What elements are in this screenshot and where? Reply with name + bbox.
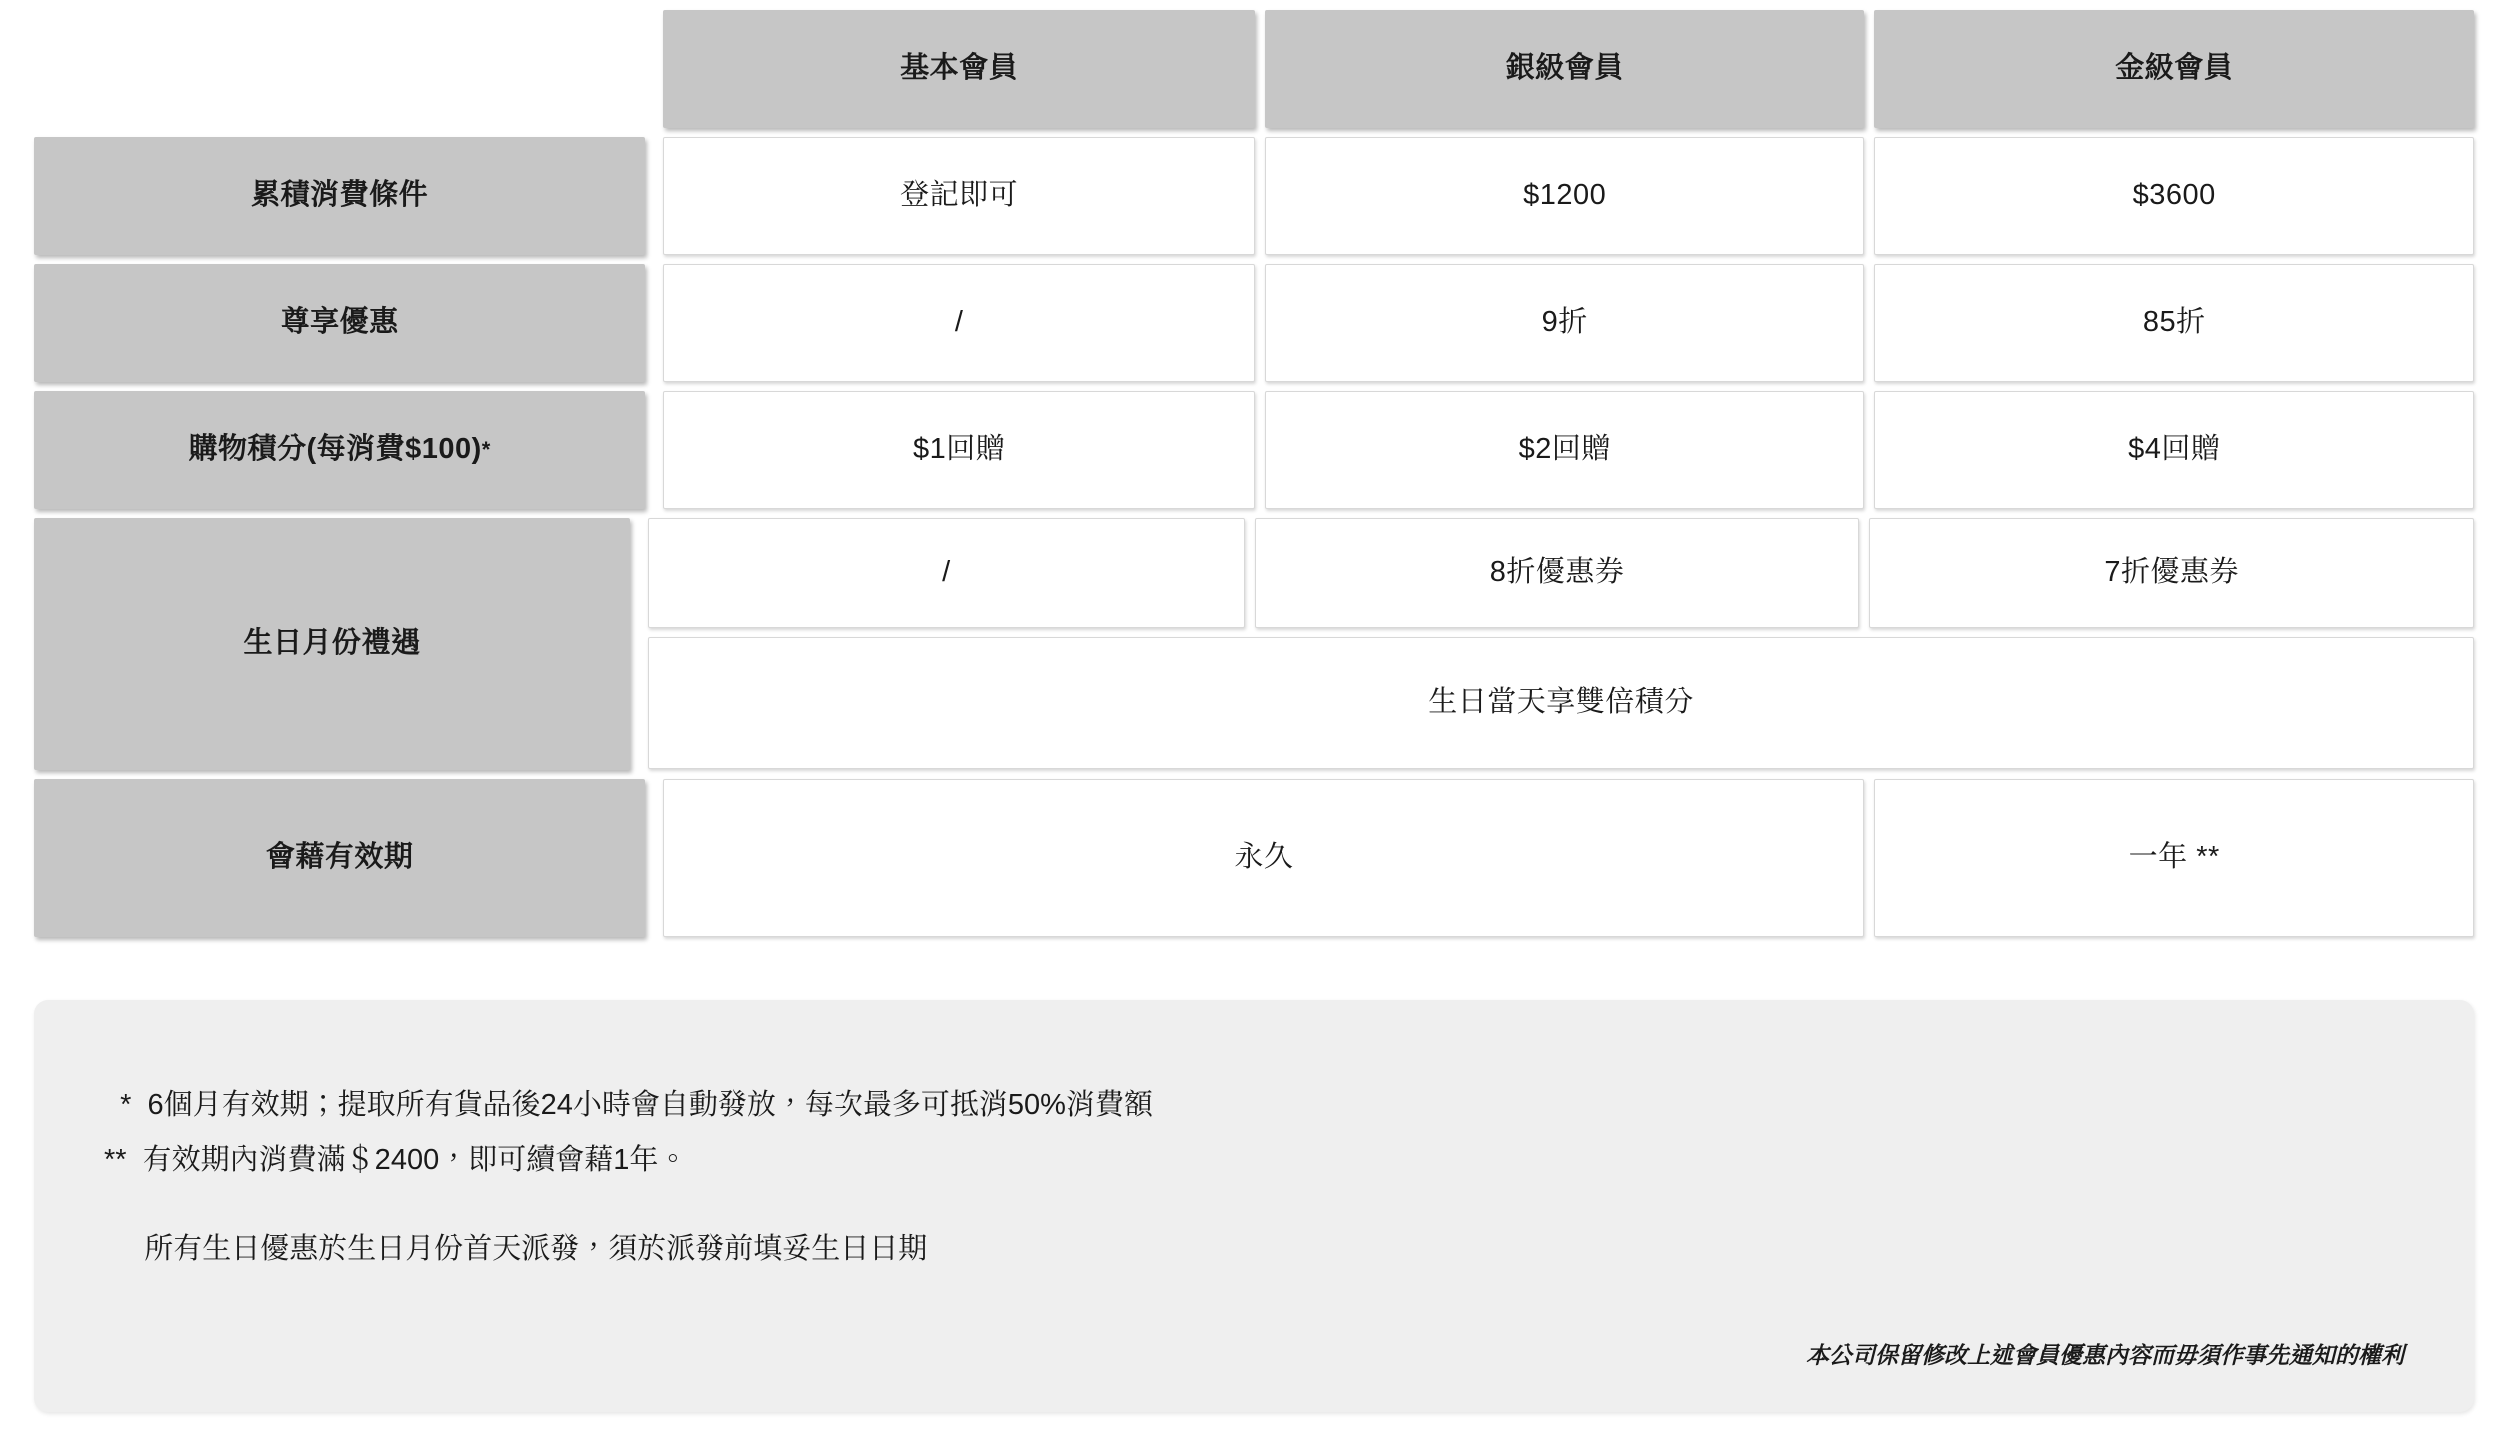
table-header-row xyxy=(34,10,2474,128)
disclaimer-text: 本公司保留修改上述會員優惠內容而毋須作事先通知的權利 xyxy=(1806,1342,2404,1368)
footnote-line-3: 所有生日優惠於生日月份首天派發，須於派發前填妥生日日期 xyxy=(104,1233,928,1266)
cell-spending-basic: 登記即可 xyxy=(663,137,1255,255)
cell-discount-gold: 85折 xyxy=(1874,264,2474,382)
header-tier-gold: 金級會員 xyxy=(1874,10,2474,128)
row-label-birthday-privilege: 生日月份禮遇 xyxy=(34,518,630,770)
birthday-privilege-stack xyxy=(648,518,2474,770)
cell-spending-silver: $1200 xyxy=(1265,137,1865,255)
table-row xyxy=(34,779,2474,937)
birthday-double-points-subrow xyxy=(648,637,2474,769)
cell-validity-basic-silver: 永久 xyxy=(663,779,1864,937)
row-label-shopping-points-text: 購物積分(每消費$100) xyxy=(188,433,482,466)
table-row xyxy=(34,391,2474,509)
header-tier-silver: 銀級會員 xyxy=(1265,10,1865,128)
table-row xyxy=(34,137,2474,255)
footnotes-panel xyxy=(34,1000,2474,1412)
cell-birthday-double-points: 生日當天享雙倍積分 xyxy=(648,637,2474,769)
row-label-shopping-points: 購物積分(每消費$100) * xyxy=(34,391,645,509)
cell-spending-gold: $3600 xyxy=(1874,137,2474,255)
cell-points-silver: $2回贈 xyxy=(1265,391,1865,509)
cell-birthday-gold: 7折優惠券 xyxy=(1869,518,2474,628)
footnote-line-2: ** 有效期內消費滿＄2400，即可續會藉1年。 xyxy=(104,1144,688,1177)
header-spacer-cell xyxy=(34,10,645,128)
membership-table xyxy=(34,10,2474,946)
cell-birthday-silver: 8折優惠券 xyxy=(1255,518,1860,628)
row-label-exclusive-discount: 尊享優惠 xyxy=(34,264,645,382)
table-row xyxy=(34,264,2474,382)
row-label-spending-requirement: 累積消費條件 xyxy=(34,137,645,255)
table-row xyxy=(34,518,2474,770)
cell-validity-gold: 一年 ** xyxy=(1874,779,2474,937)
footnote-spacer xyxy=(104,1188,2404,1222)
footnote-line-1: * 6個月有效期；提取所有貨品後24小時會自動發放，每次最多可抵消50%消費額 xyxy=(104,1089,1153,1121)
cell-birthday-basic: / xyxy=(648,518,1245,628)
cell-points-gold: $4回贈 xyxy=(1874,391,2474,509)
cell-discount-silver: 9折 xyxy=(1265,264,1865,382)
header-tier-basic: 基本會員 xyxy=(663,10,1255,128)
cell-points-basic: $1回贈 xyxy=(663,391,1255,509)
birthday-coupon-subrow xyxy=(648,518,2474,628)
cell-discount-basic: / xyxy=(663,264,1255,382)
row-label-membership-validity: 會藉有效期 xyxy=(34,779,645,937)
